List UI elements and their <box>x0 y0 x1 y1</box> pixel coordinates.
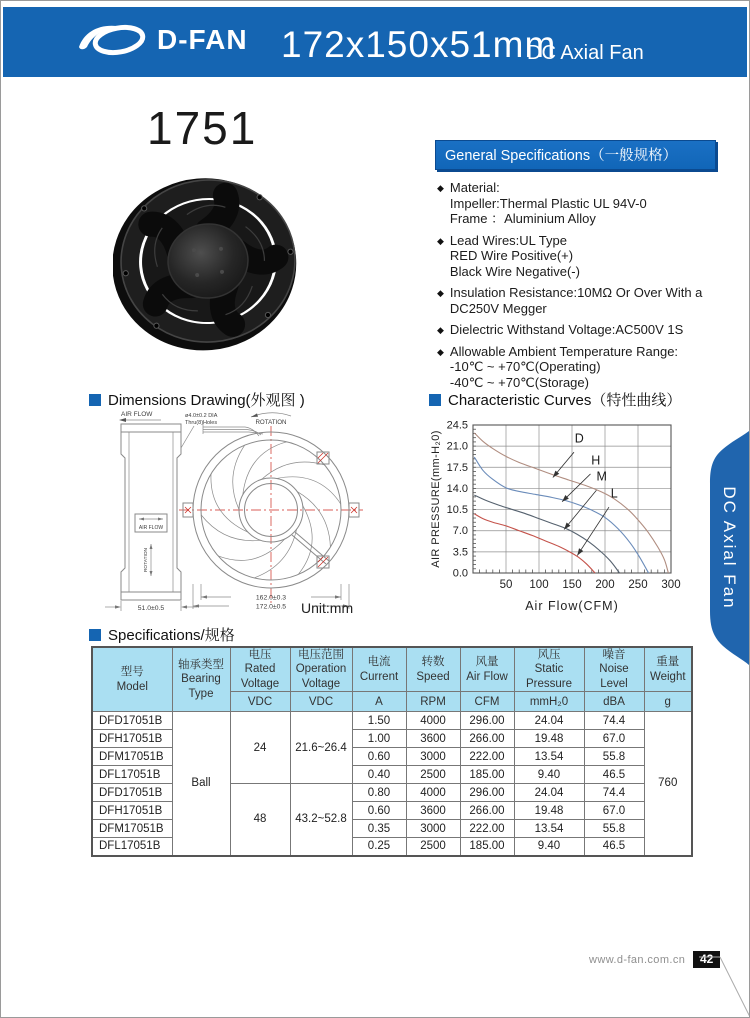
general-specifications-section <box>435 140 716 398</box>
brand <box>75 20 248 60</box>
corner-decoration <box>687 945 749 1017</box>
spec-item <box>435 323 716 339</box>
current-cell: 0.35 <box>352 820 406 838</box>
static-pressure-cell: 24.04 <box>514 712 584 730</box>
air-flow-cell: 222.00 <box>460 748 514 766</box>
static-pressure-cell: 19.48 <box>514 730 584 748</box>
static-pressure-cell: 19.48 <box>514 802 584 820</box>
diamond-bullet-icon: ◆ <box>437 183 444 193</box>
size-title: 172x150x51mm <box>281 24 557 65</box>
svg-text:Air Flow(CFM): Air Flow(CFM) <box>525 599 619 613</box>
speed-cell: 3000 <box>406 820 460 838</box>
svg-text:24.5: 24.5 <box>446 419 468 432</box>
column-header: 轴承类型 Bearing Type <box>172 647 230 712</box>
current-cell: 0.60 <box>352 802 406 820</box>
svg-text:200: 200 <box>595 579 615 591</box>
noise-cell: 55.8 <box>584 748 644 766</box>
svg-text:M: M <box>596 469 607 484</box>
dimensions-section-title: Dimensions Drawing(外观图 ) <box>89 389 305 410</box>
weight-cell: 760 <box>644 712 692 856</box>
svg-text:AIR FLOW: AIR FLOW <box>138 525 164 531</box>
svg-text:50: 50 <box>499 579 513 591</box>
fan-product-photo <box>113 171 303 351</box>
model-cell: DFM17051B <box>92 820 172 838</box>
air-flow-cell: 222.00 <box>460 820 514 838</box>
speed-cell: 3000 <box>406 748 460 766</box>
air-flow-cell: 266.00 <box>460 802 514 820</box>
svg-text:51.0±0.5: 51.0±0.5 <box>137 605 165 612</box>
svg-text:ø4.0±0.2 DIA: ø4.0±0.2 DIA <box>185 413 218 419</box>
current-cell: 0.60 <box>352 748 406 766</box>
svg-text:AIR PRESSURE(mm-H₂0): AIR PRESSURE(mm-H₂0) <box>430 430 442 568</box>
svg-text:150: 150 <box>562 579 582 591</box>
svg-text:ROTATION: ROTATION <box>144 547 149 573</box>
operation-voltage-cell: 21.6~26.4 <box>290 712 352 784</box>
dimensions-drawing <box>99 408 439 620</box>
unit-header: RPM <box>406 692 460 712</box>
model-cell: DFH17051B <box>92 730 172 748</box>
svg-text:162.0±0.3: 162.0±0.3 <box>255 594 287 602</box>
square-bullet-icon <box>89 629 101 641</box>
svg-text:172.0±0.5: 172.0±0.5 <box>255 603 287 611</box>
model-cell: DFM17051B <box>92 748 172 766</box>
speed-cell: 3600 <box>406 730 460 748</box>
type-title: DC Axial Fan <box>527 42 644 64</box>
model-cell: DFD17051B <box>92 712 172 730</box>
column-header: 型号 Model <box>92 647 172 712</box>
noise-cell: 55.8 <box>584 820 644 838</box>
model-number: 1751 <box>147 102 258 154</box>
diamond-bullet-icon: ◆ <box>437 235 444 246</box>
model-cell: DFH17051B <box>92 802 172 820</box>
diamond-bullet-icon: ◆ <box>437 288 444 299</box>
spec-table-body <box>92 712 692 856</box>
current-cell: 0.25 <box>352 838 406 856</box>
spec-item-text: Insulation Resistance:10MΩ Or Over With a DC250V Megger <box>449 285 703 316</box>
side-tab-dc-axial-fan <box>703 431 749 665</box>
model-cell: DFL17051B <box>92 838 172 856</box>
static-pressure-cell: 9.40 <box>514 766 584 784</box>
svg-text:3.5: 3.5 <box>452 546 468 559</box>
column-header: 电压 Rated Voltage <box>230 647 290 692</box>
current-cell: 1.50 <box>352 712 406 730</box>
static-pressure-cell: 9.40 <box>514 838 584 856</box>
static-pressure-cell: 13.54 <box>514 820 584 838</box>
column-header: 电压范围 Operation Voltage <box>290 647 352 692</box>
spec-item <box>435 181 716 228</box>
brand-name: D-FAN <box>157 24 248 55</box>
model-cell: DFL17051B <box>92 766 172 784</box>
spec-item <box>435 345 716 392</box>
diamond-bullet-icon: ◆ <box>437 346 444 357</box>
model-cell: DFD17051B <box>92 784 172 802</box>
column-header: 风压 Static Pressure <box>514 647 584 692</box>
column-header: 重量 Weight <box>644 647 692 692</box>
noise-cell: 46.5 <box>584 766 644 784</box>
noise-cell: 74.4 <box>584 712 644 730</box>
column-header: 转数 Speed <box>406 647 460 692</box>
svg-text:7.0: 7.0 <box>452 525 468 538</box>
website-url: www.d-fan.com.cn <box>589 954 686 966</box>
rated-voltage-cell: 48 <box>230 784 290 856</box>
unit-header: mmH₂0 <box>514 692 584 712</box>
current-cell: 0.80 <box>352 784 406 802</box>
svg-text:14.0: 14.0 <box>446 482 468 495</box>
header-bar <box>3 7 747 77</box>
svg-text:21.0: 21.0 <box>446 440 468 453</box>
specifications-table <box>91 646 693 857</box>
svg-text:0.0: 0.0 <box>452 567 468 580</box>
noise-cell: 67.0 <box>584 730 644 748</box>
svg-text:H: H <box>591 453 601 468</box>
specifications-section-title: Specifications/规格 <box>89 624 235 645</box>
rated-voltage-cell: 24 <box>230 712 290 784</box>
unit-header: A <box>352 692 406 712</box>
curves-section-title: Characteristic Curves（特性曲线） <box>429 389 681 410</box>
svg-text:D: D <box>574 431 584 446</box>
current-cell: 0.40 <box>352 766 406 784</box>
spec-item-text: Lead Wires:UL Type RED Wire Positive(+) Black Wire Negative(-) <box>449 232 580 279</box>
speed-cell: 4000 <box>406 784 460 802</box>
air-flow-cell: 266.00 <box>460 730 514 748</box>
unit-header: CFM <box>460 692 514 712</box>
svg-text:AIR FLOW: AIR FLOW <box>121 411 153 418</box>
current-cell: 1.00 <box>352 730 406 748</box>
page-number: 42 <box>693 951 720 968</box>
svg-text:300: 300 <box>661 579 681 591</box>
unit-header: VDC <box>230 692 290 712</box>
unit-header: VDC <box>290 692 352 712</box>
svg-text:L: L <box>610 486 618 501</box>
speed-cell: 2500 <box>406 766 460 784</box>
column-header: 电流 Current <box>352 647 406 692</box>
bearing-cell: Ball <box>172 712 230 856</box>
table-row <box>92 712 692 730</box>
air-flow-cell: 185.00 <box>460 766 514 784</box>
operation-voltage-cell: 43.2~52.8 <box>290 784 352 856</box>
speed-cell: 2500 <box>406 838 460 856</box>
speed-cell: 4000 <box>406 712 460 730</box>
general-specifications-title: General Specifications（一般规格） <box>435 140 716 170</box>
svg-text:10.5: 10.5 <box>446 504 468 517</box>
spec-item <box>435 286 716 317</box>
noise-cell: 74.4 <box>584 784 644 802</box>
d-fan-logo-icon <box>75 20 153 60</box>
static-pressure-cell: 24.04 <box>514 784 584 802</box>
unit-label: Unit:mm <box>301 600 354 616</box>
spec-item-text: Material: Impeller:Thermal Plastic UL 94V-0 Frame ：Aluminium Alloy <box>449 180 647 227</box>
static-pressure-cell: 13.54 <box>514 748 584 766</box>
characteristic-curves-chart <box>429 411 691 617</box>
noise-cell: 67.0 <box>584 802 644 820</box>
svg-text:Thru(8)Holes: Thru(8)Holes <box>185 420 218 426</box>
square-bullet-icon <box>89 394 101 406</box>
svg-text:100: 100 <box>529 579 549 591</box>
speed-cell: 3600 <box>406 802 460 820</box>
diamond-bullet-icon: ◆ <box>437 325 444 336</box>
svg-text:ROTATION: ROTATION <box>255 419 287 426</box>
square-bullet-icon <box>429 394 441 406</box>
general-specs-list <box>435 181 716 392</box>
column-header: 噪音 Noise Level <box>584 647 644 692</box>
air-flow-cell: 185.00 <box>460 838 514 856</box>
spec-table-head <box>92 647 692 712</box>
air-flow-cell: 296.00 <box>460 712 514 730</box>
spec-item-text: Allowable Ambient Temperature Range: -10℃ ~ +70℃(Operating) -40℃ ~ +70℃(Storage) <box>449 343 679 391</box>
svg-text:250: 250 <box>628 579 648 591</box>
noise-cell: 46.5 <box>584 838 644 856</box>
unit-header: dBA <box>584 692 644 712</box>
spec-item-text: Dielectric Withstand Voltage:AC500V 1S <box>449 322 684 338</box>
air-flow-cell: 296.00 <box>460 784 514 802</box>
column-header: 风量 Air Flow <box>460 647 514 692</box>
side-tab-label: DC Axial Fan <box>720 486 739 610</box>
spec-item <box>435 234 716 281</box>
svg-text:17.5: 17.5 <box>446 461 468 474</box>
unit-header: g <box>644 692 692 712</box>
